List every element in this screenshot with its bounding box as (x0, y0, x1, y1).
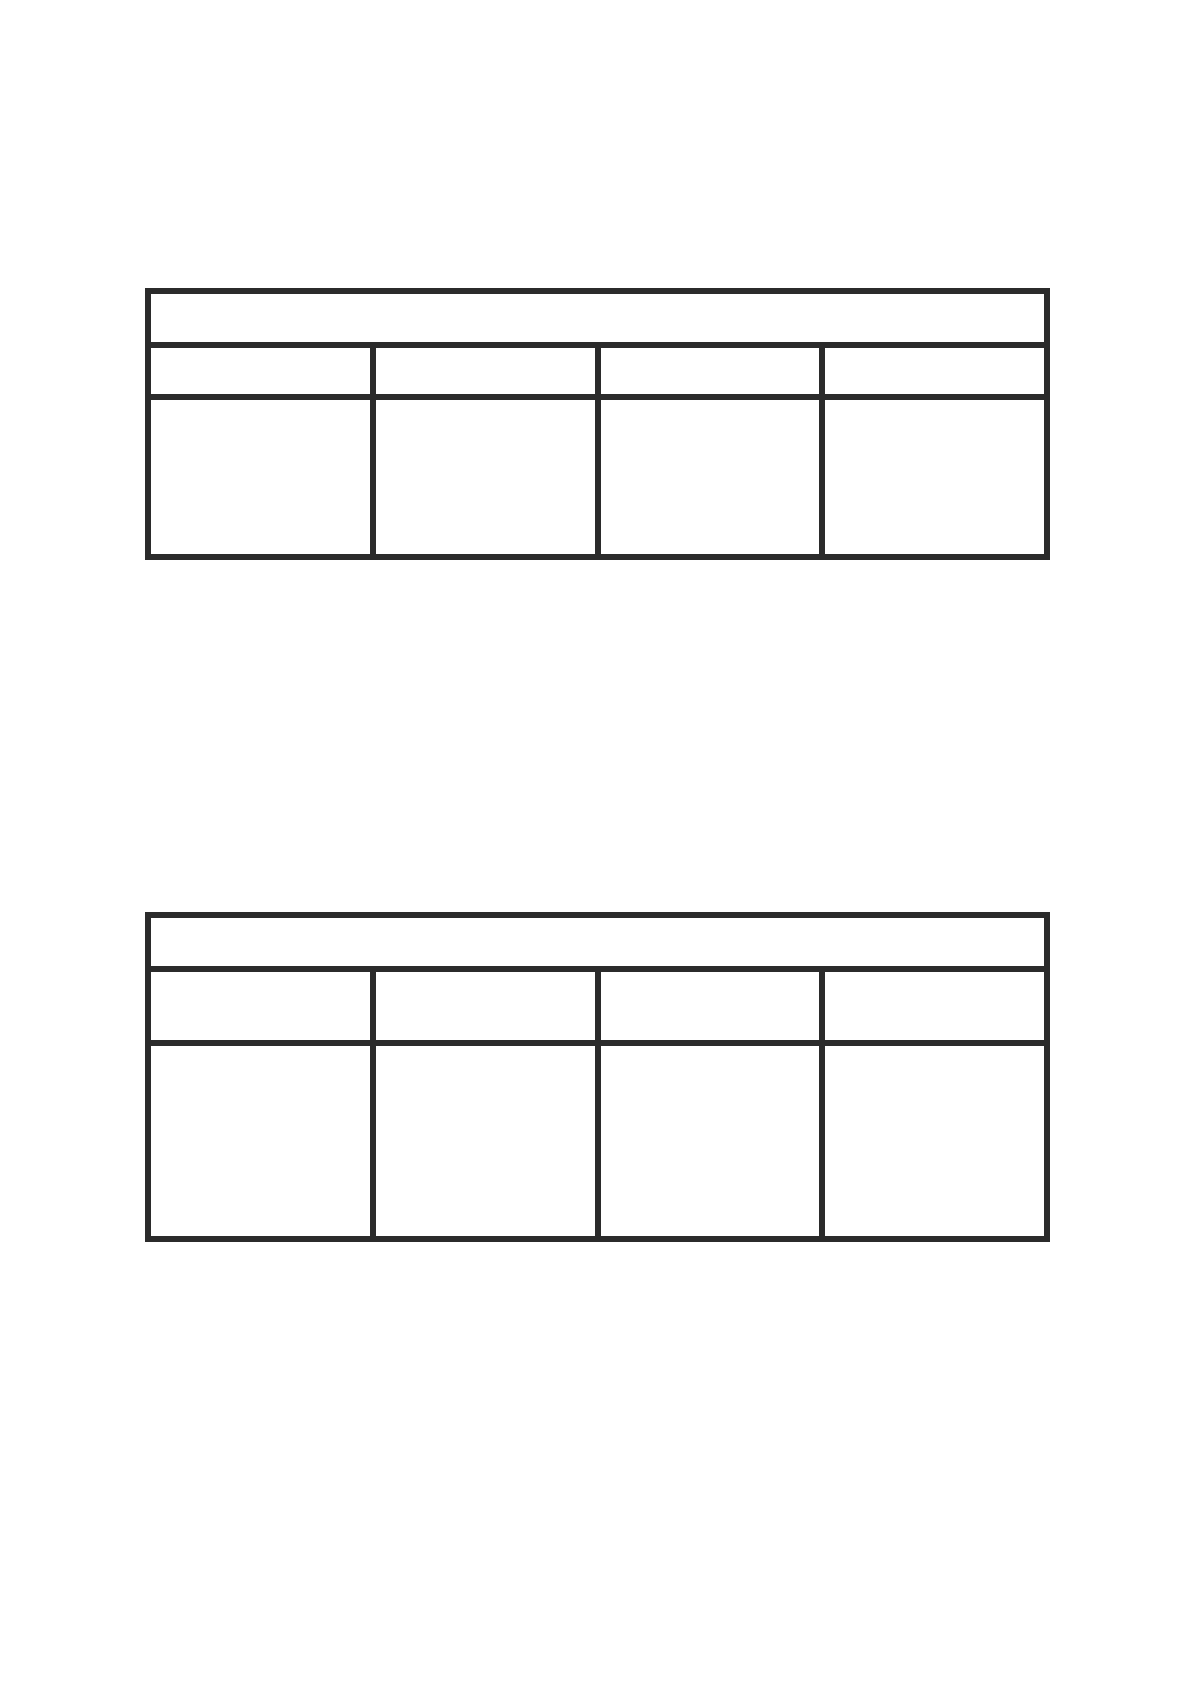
table-row (148, 397, 1047, 557)
table-header-cell (822, 969, 1047, 1043)
table-header-cell (598, 969, 823, 1043)
table-cell (598, 1043, 823, 1239)
table-row (148, 1043, 1047, 1239)
table-title-row (148, 291, 1047, 345)
table-cell (148, 1043, 373, 1239)
table-cell (148, 397, 373, 557)
table-header-cell (373, 345, 598, 397)
table-header-cell (822, 345, 1047, 397)
table-cell (373, 1043, 598, 1239)
paragraph-3 (145, 1300, 1050, 1450)
table-header-cell (373, 969, 598, 1043)
table-title (148, 915, 1047, 969)
table-cell (822, 397, 1047, 557)
table-cell (598, 397, 823, 557)
paragraph-1 (145, 140, 1050, 235)
table-header-row (148, 969, 1047, 1043)
table-header-cell (148, 345, 373, 397)
document-header (145, 70, 445, 92)
table-cell (373, 397, 598, 557)
table-cell (822, 1043, 1047, 1239)
table-title (148, 291, 1047, 345)
table-title-row (148, 915, 1047, 969)
table-1 (145, 288, 1050, 560)
paragraph-2 (145, 615, 1050, 875)
table-header-row (148, 345, 1047, 397)
table-2 (145, 912, 1050, 1242)
table-header-cell (148, 969, 373, 1043)
paragraph-4 (145, 1470, 1050, 1550)
table-header-cell (598, 345, 823, 397)
